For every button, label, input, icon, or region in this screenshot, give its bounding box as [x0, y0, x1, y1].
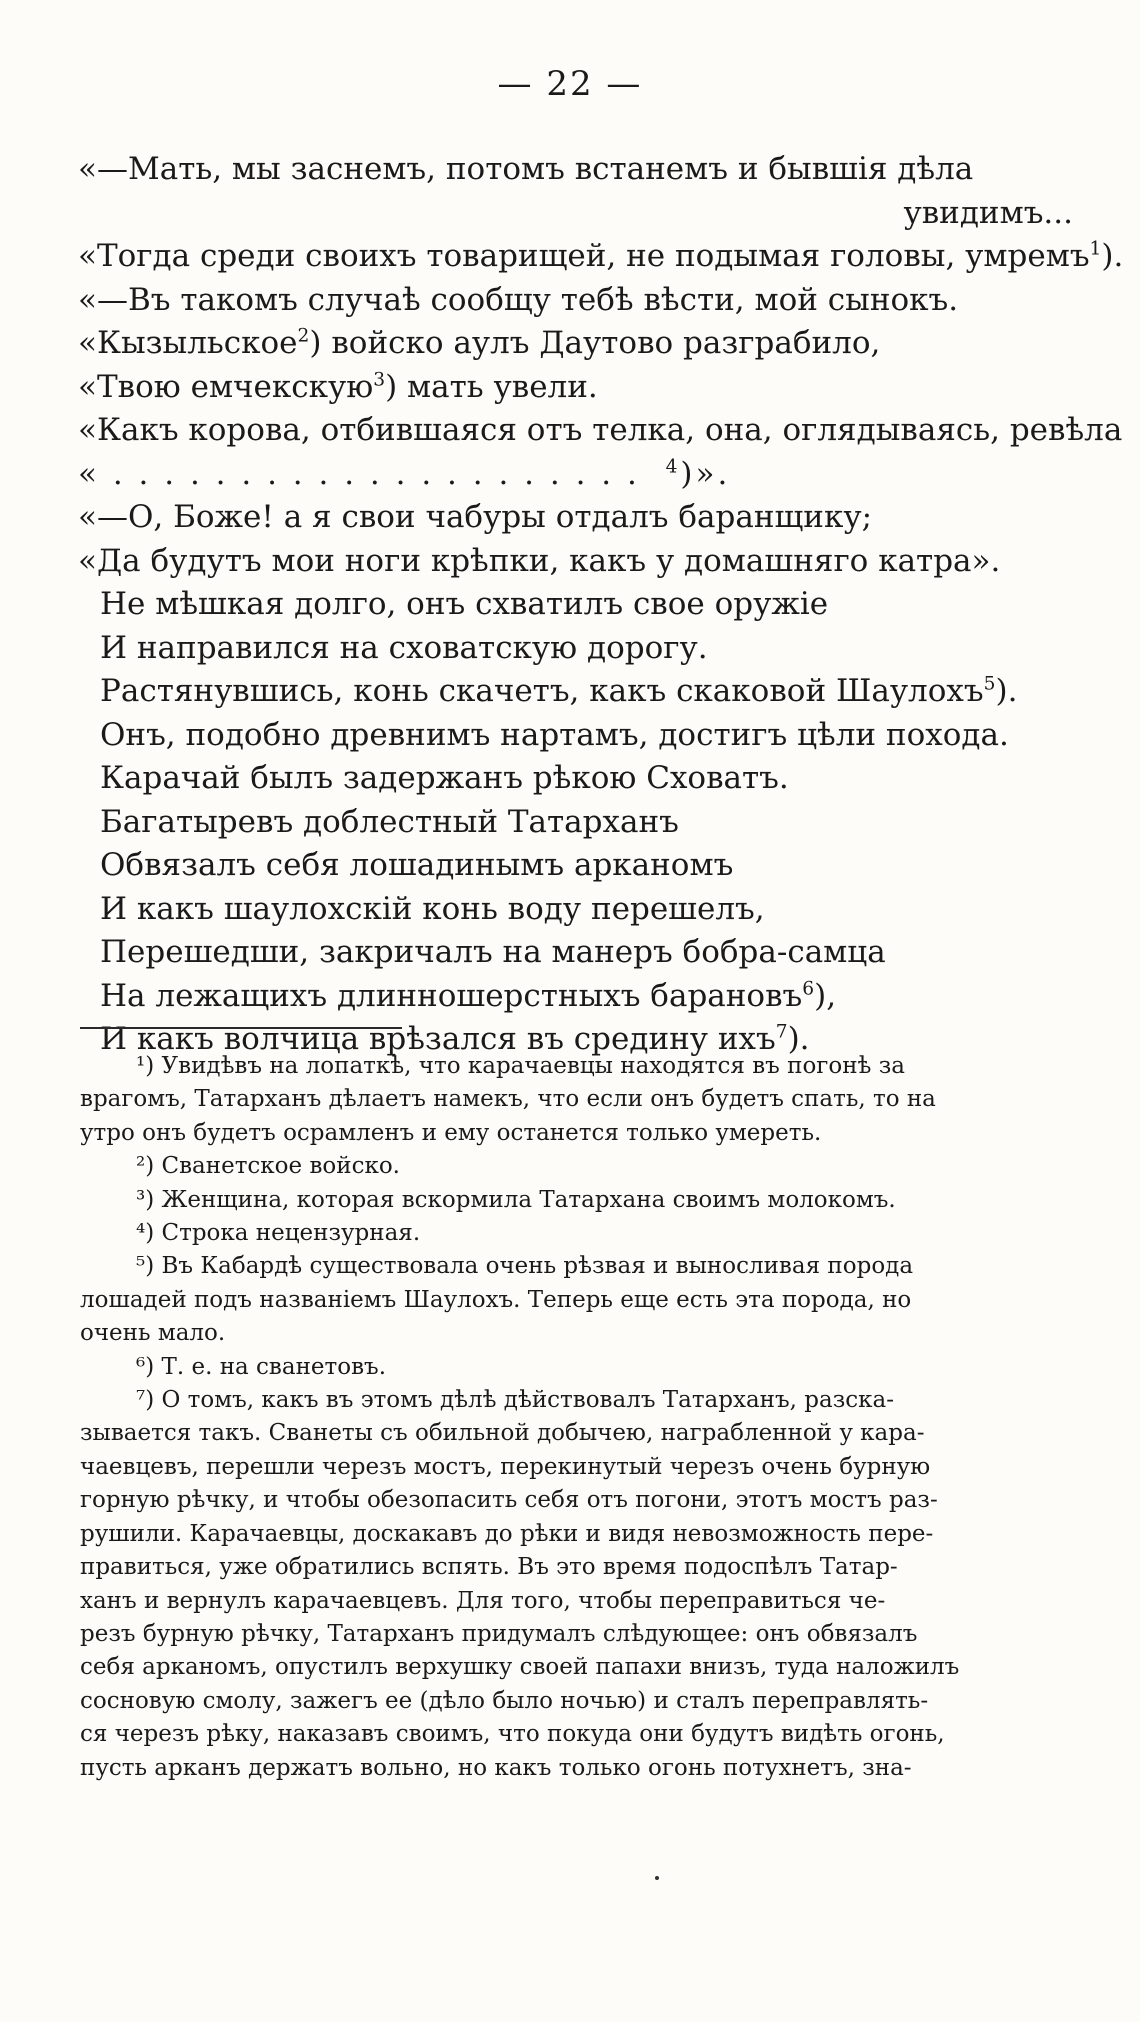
poem-line: «—Въ такомъ случаѣ сообщу тебѣ вѣсти, мой сынокъ.: [78, 281, 959, 318]
poem-line: «Какъ корова, отбившаяся отъ телка, она, оглядываясь, ревѣла: [78, 412, 1123, 448]
poem-line: Онъ, подобно древнимъ нартамъ, достигъ цѣли похода.: [100, 716, 1009, 753]
footnote-mark: 3: [373, 369, 386, 391]
print-speck: [655, 1876, 659, 1880]
footnote-3: ³) Женщина, которая вскормила Татархана своимъ молокомъ.: [136, 1186, 896, 1213]
poem-line: «—Мать, мы заснемъ, потомъ встанемъ и бывшія дѣла: [78, 151, 974, 187]
poem-line: На лежащихъ длинношерстныхъ барановъ$^6$),: [100, 977, 837, 1014]
poem-line: Обвязалъ себя лошадинымъ арканомъ: [100, 847, 734, 883]
poem-line: И направился на сховатскую дорогу.: [100, 629, 708, 666]
poem-line: Не мѣшкая долго, онъ схватилъ свое оружіе: [100, 586, 829, 622]
poem-line: «Твою емчекскую$^3$) мать увели.: [78, 368, 598, 405]
footnote-5: ⁵) Въ Кабардѣ существовала очень рѣзвая и выносливая порода лошадей подъ названіемъ Шаулохъ. Теперь еще есть эта порода, но очень мало.: [80, 1253, 914, 1347]
poem-line: увидимъ...: [903, 194, 1073, 231]
footnote-mark: 5: [983, 673, 996, 695]
poem-line: И какъ шаулохскій конь воду перешелъ,: [100, 890, 765, 927]
footnote-mark: 4: [665, 456, 681, 478]
footnote-mark: 7: [775, 1021, 788, 1043]
poem-line: Карачай былъ задержанъ рѣкою Сховатъ.: [100, 760, 789, 796]
footnote-divider: [80, 1027, 402, 1029]
footnote-mark: 6: [802, 978, 815, 1000]
footnote-mark: 2: [297, 325, 310, 347]
footnote-2: ²) Сванетское войско.: [136, 1153, 400, 1180]
poem-line: «—О, Боже! а я свои чабуры отдалъ баранщику;: [78, 499, 873, 535]
poem-line: «Кызыльское$^2$) войско аулъ Даутово разграбило,: [78, 325, 881, 361]
footnote-1: ¹) Увидѣвъ на лопаткѣ, что карачаевцы находятся въ погонѣ за врагомъ, Татарханъ дѣлаетъ намекъ, что если онъ будетъ спать, то на утро онъ будетъ осрамленъ и ему останется только умереть.: [80, 1053, 936, 1146]
poem-line: «Тогда среди своихъ товарищей, не подымая головы, умремъ$^1$).: [78, 238, 1124, 274]
page-number: — 22 —: [497, 64, 643, 104]
poem-block: [78, 148, 1124, 1062]
footnotes: [80, 1050, 1120, 1785]
footnote-7: ⁷) О томъ, какъ въ этомъ дѣлѣ дѣйствовалъ Татарханъ, разска- зывается такъ. Сванеты съ обильной добычею, награбленной у кара- чаевцевъ, перешли черезъ мостъ, перекинутый черезъ очень бурную горную рѣчку, и чтобы обезопасить себя отъ погони, этотъ мостъ раз- рушили. Карачаевцы, доскакавъ до рѣки и видя невозможность пере- правиться, уже обратились вспять. Въ это время подоспѣлъ Татар- ханъ и вернулъ карачаевцевъ. Для того, чтобы переправиться че- резъ бурную рѣчку, Татарханъ придумалъ слѣдующее: онъ обвязалъ себя арканомъ, опустилъ верхушку своей папахи внизъ, туда наложилъ сосновую смолу, зажегъ ее (дѣло было ночью) и сталъ переправлять- ся черезъ рѣку, наказавъ своимъ, что покуда они будутъ видѣть огонь, пусть арканъ держатъ вольно, но какъ только огонь потухнетъ, зна-: [80, 1387, 960, 1781]
poem-line: «Да будутъ мои ноги крѣпки, какъ у домашняго катра».: [78, 542, 1001, 579]
footnote-6: ⁶) Т. е. на сванетовъ.: [136, 1353, 387, 1380]
poem-line: Растянувшись, конь скачетъ, какъ скаковой Шаулохъ$^5$).: [100, 673, 1018, 709]
poem-line: Багатыревъ доблестный Татарханъ: [100, 803, 679, 840]
footnote-mark: 1: [1089, 238, 1102, 260]
poem-line: И какъ волчица врѣзался въ средину ихъ$^7$).: [100, 1021, 810, 1057]
poem-line-censored: « . . . . . . . . . . . . . . . . . . . . . $^4$)».: [78, 455, 731, 492]
poem-line: Перешедши, закричалъ на манеръ бобра-самца: [100, 934, 886, 970]
footnote-4: ⁴) Строка нецензурная.: [136, 1220, 421, 1247]
